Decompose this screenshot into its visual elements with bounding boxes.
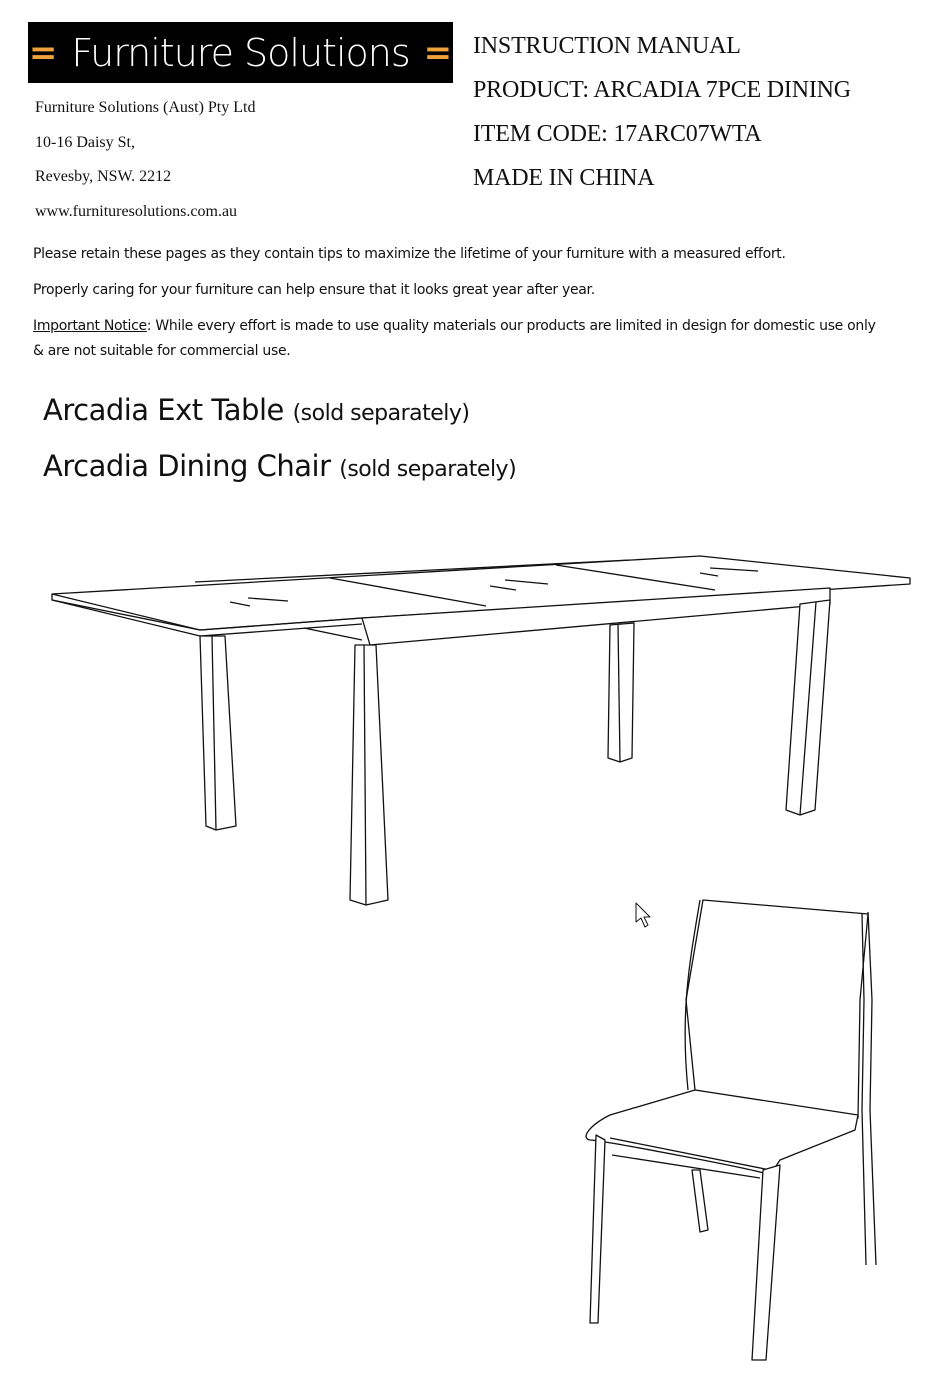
company-website[interactable]: www.furnituresolutions.com.au xyxy=(35,203,238,220)
item-note: (sold separately) xyxy=(292,401,470,426)
item-name: Arcadia Ext Table xyxy=(43,393,284,427)
table-illustration xyxy=(52,556,910,905)
logo-left-mark: = xyxy=(28,32,58,73)
intro-line-2: Properly caring for your furniture can help ensure that it looks great year after year. xyxy=(33,282,595,298)
company-street: 10-16 Daisy St, xyxy=(35,134,135,151)
notice-text-continued: & are not suitable for commercial use. xyxy=(33,343,291,359)
origin: MADE IN CHINA xyxy=(473,165,655,191)
logo-brand-name: Furniture Solutions xyxy=(71,30,410,75)
notice-label: Important Notice xyxy=(33,318,147,334)
mouse-cursor-icon xyxy=(636,903,650,927)
intro-line-1: Please retain these pages as they contain tips to maximize the lifetime of your furniture with a measured effort. xyxy=(33,246,786,262)
item-name: Arcadia Dining Chair xyxy=(43,449,331,483)
item-note: (sold separately) xyxy=(339,457,517,482)
manual-title: INSTRUCTION MANUAL xyxy=(473,33,741,59)
item-code: ITEM CODE: 17ARC07WTA xyxy=(473,121,762,147)
company-city: Revesby, NSW. 2212 xyxy=(35,168,172,185)
product-name: PRODUCT: ARCADIA 7PCE DINING xyxy=(473,77,851,103)
chair-illustration xyxy=(586,900,876,1360)
notice-text: : While every effort is made to use quality materials our products are limited in design for domestic use only xyxy=(146,318,876,334)
logo-right-mark: = xyxy=(423,32,453,73)
company-name: Furniture Solutions (Aust) Pty Ltd xyxy=(35,99,256,116)
